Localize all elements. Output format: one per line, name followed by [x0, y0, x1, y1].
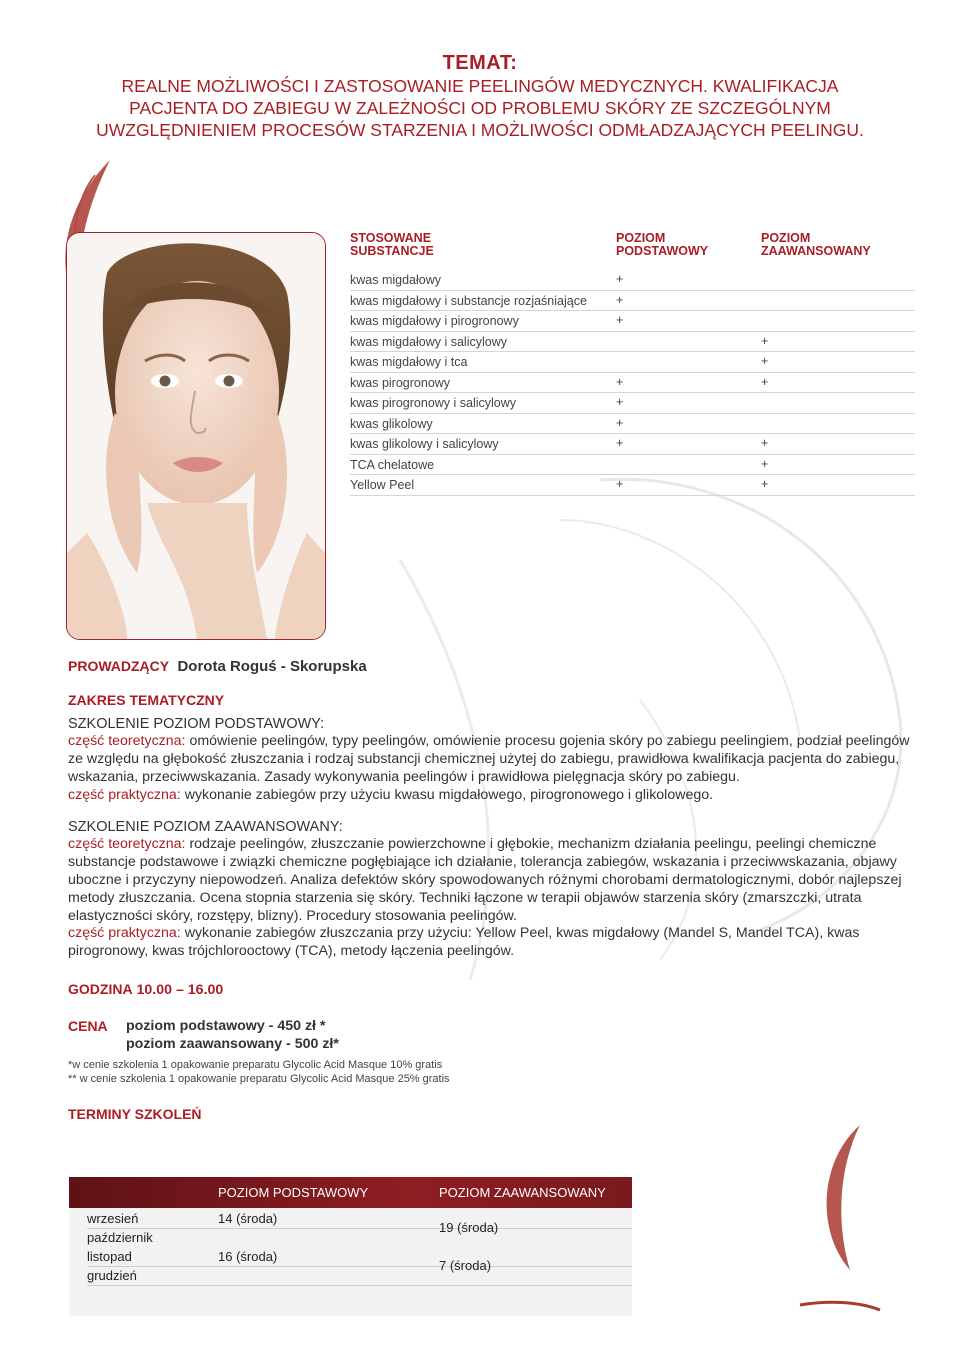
table-row: [350, 332, 915, 353]
advanced-mark: +: [761, 477, 769, 491]
topic-label: TEMAT:: [442, 52, 518, 74]
table-row: [87, 1258, 632, 1286]
substance-name: Yellow Peel: [350, 478, 415, 492]
basic-mark: +: [616, 313, 624, 327]
month: wrzesień: [87, 1211, 139, 1226]
col-header-advanced: POZIOM ZAAWANSOWANY: [439, 1185, 606, 1200]
substance-name: kwas migdałowy i pirogronowy: [350, 314, 519, 328]
advanced-mark: +: [761, 436, 769, 450]
price-note-2: ** w cenie szkolenia 1 opakowanie preparatu Glycolic Acid Masque 25% gratis: [68, 1072, 450, 1085]
table-row: [350, 455, 915, 476]
substance-name: kwas glikolowy: [350, 416, 433, 431]
basic-mark: +: [616, 436, 624, 450]
basic-mark: +: [616, 415, 624, 430]
substance-name: kwas migdałowy: [350, 273, 442, 287]
price-advanced: poziom zaawansowany - 500 zł*: [126, 1035, 339, 1052]
basic-mark: +: [616, 292, 624, 307]
advanced-level-title: SZKOLENIE POZIOM ZAAWANSOWANY:: [68, 818, 343, 835]
advanced-mark: +: [761, 456, 769, 471]
substances-table: [350, 232, 915, 496]
table-row: [350, 434, 915, 455]
instructor-name: Dorota Roguś - Skorupska: [177, 658, 367, 675]
advanced-practice-paragraph: [68, 925, 920, 961]
col-header-basic: POZIOM PODSTAWOWY: [616, 231, 709, 258]
table-row: [350, 393, 915, 414]
topic-line: PACJENTA DO ZABIEGU W ZALEŻNOŚCI OD PROBLEMU SKÓRY ZE SZCZEGÓLNYM: [129, 98, 831, 118]
hours-label: GODZINA: [68, 980, 133, 997]
basic-mark: +: [616, 374, 624, 389]
table-row: [350, 373, 915, 394]
price-label: CENA: [68, 1017, 108, 1034]
substance-name: kwas migdałowy i tca: [350, 355, 468, 369]
basic-level-title: SZKOLENIE POZIOM PODSTAWOWY:: [68, 715, 325, 732]
face-illustration: [67, 233, 325, 639]
schedule-table-header: [69, 1177, 632, 1208]
month: październik: [87, 1230, 153, 1245]
topic-line: REALNE MOŻLIWOŚCI I ZASTOSOWANIE PEELINGÓW MEDYCZNYCH. KWALIFIKACJA: [121, 76, 839, 96]
table-row: [350, 414, 915, 435]
advanced-practice-text: wykonanie zabiegów złuszczania przy użyciu: Yellow Peel, kwas migdałowy (Mandel S, Mandel TCA), kwas pirogronowy, kwas trójchlorooctowy (TCA), metody łączenia peelingów.: [68, 925, 860, 960]
advanced-theory-text: rodzaje peelingów, złuszczanie powierzchowne i głębokie, mechanizm działania peelingu, peelingi chemiczne substancje podstawowe i związki chemiczne pogłębiające ich działanie, tolerancja zabiegów, wskazania i przeciwwskazania, objawy uboczne i przyczyny niepowodzeń. Analiza defektów skóry spowodowanych różnymi chorobami dermatologicznymi, dobór najlepszej metody złuszczania. Ocena stopnia starzenia się skóry. Techniki łączone w terapii objawów starzenia skóry (zmarszczki, utrata elastyczności skóry, rozstępy, blizny). Procedury stosowania peelingów.: [68, 836, 902, 924]
practice-label: część praktyczna:: [68, 925, 181, 942]
main-content: [68, 658, 920, 1124]
table-row: [350, 352, 915, 373]
table-row: [350, 270, 915, 291]
basic-theory-paragraph: [68, 733, 920, 786]
basic-theory-text: omówienie peelingów, typy peelingów, omówienie procesu gojenia skóry po zabiegu peelingiem, podział peelingów ze względu na głębokość złuszczania i rodzaj substancji chemicznej użytej do zabiegu, prawidłowa kwalifikacja pacjenta do zabiegu, wskazania, przeciwwskazania. Zasady wykonywania peelingów i prawidłowa pielęgnacja skóry po zabiegu.: [68, 733, 910, 785]
substance-name: kwas pirogronowy: [350, 375, 451, 390]
basic-practice-text: wykonanie zabiegów przy użyciu kwasu migdałowego, pirogronowego i glikolowego.: [180, 786, 714, 803]
col-header-substances: STOSOWANE SUBSTANCJE: [350, 231, 434, 258]
basic-mark: +: [616, 477, 624, 491]
substance-name: kwas glikolowy i salicylowy: [350, 437, 499, 451]
substance-name: kwas migdałowy i salicylowy: [350, 334, 507, 349]
advanced-mark: +: [761, 333, 769, 348]
advanced-mark: +: [761, 374, 769, 389]
scope-label: ZAKRES TEMATYCZNY: [68, 691, 225, 708]
table-row: [87, 1220, 632, 1247]
instructor-label: PROWADZĄCY: [68, 658, 170, 674]
price-block: [68, 1018, 920, 1056]
table-row: [350, 475, 915, 496]
model-face-photo: [66, 232, 326, 640]
schedule-table: [69, 1177, 632, 1316]
hours-value: 10.00 – 16.00: [136, 981, 224, 998]
basic-practice-paragraph: [68, 787, 920, 805]
substance-name: kwas migdałowy i substancje rozjaśniające: [350, 293, 587, 308]
theory-label: część teoretyczna:: [68, 836, 186, 853]
advanced-theory-paragraph: [68, 836, 920, 925]
table-row: [87, 1209, 632, 1229]
basic-mark: +: [616, 395, 624, 409]
terms-label: TERMINY SZKOLEŃ: [68, 1105, 202, 1122]
title-block: [0, 52, 960, 141]
basic-date: 14 (środa): [218, 1211, 278, 1226]
advanced-date: 7 (środa): [439, 1258, 492, 1273]
price-note-1: *w cenie szkolenia 1 opakowanie preparatu Glycolic Acid Masque 10% gratis: [68, 1058, 443, 1071]
practice-label: część praktyczna:: [68, 786, 181, 803]
theory-label: część teoretyczna:: [68, 733, 186, 750]
basic-date: 16 (środa): [218, 1249, 278, 1264]
month: listopad: [87, 1249, 132, 1264]
price-basic: poziom podstawowy - 450 zł *: [126, 1017, 326, 1034]
advanced-mark: +: [761, 354, 769, 368]
table-row: [350, 291, 915, 312]
substance-name: kwas pirogronowy i salicylowy: [350, 396, 517, 410]
col-header-basic: POZIOM PODSTAWOWY: [218, 1185, 369, 1200]
topic-line: UWZGLĘDNIENIEM PROCESÓW STARZENIA I MOŻLIWOŚCI ODMŁADZAJĄCYCH PEELINGU.: [96, 120, 864, 140]
table-row: [87, 1247, 632, 1267]
substance-name: TCA chelatowe: [350, 457, 435, 472]
basic-mark: +: [616, 272, 624, 286]
schedule-table-body: [69, 1208, 632, 1316]
table-row: [350, 311, 915, 332]
advanced-date: 19 (środa): [439, 1220, 499, 1235]
col-header-advanced: POZIOM ZAAWANSOWANY: [761, 231, 871, 258]
month: grudzień: [87, 1268, 137, 1283]
substances-table-header: [350, 232, 915, 270]
